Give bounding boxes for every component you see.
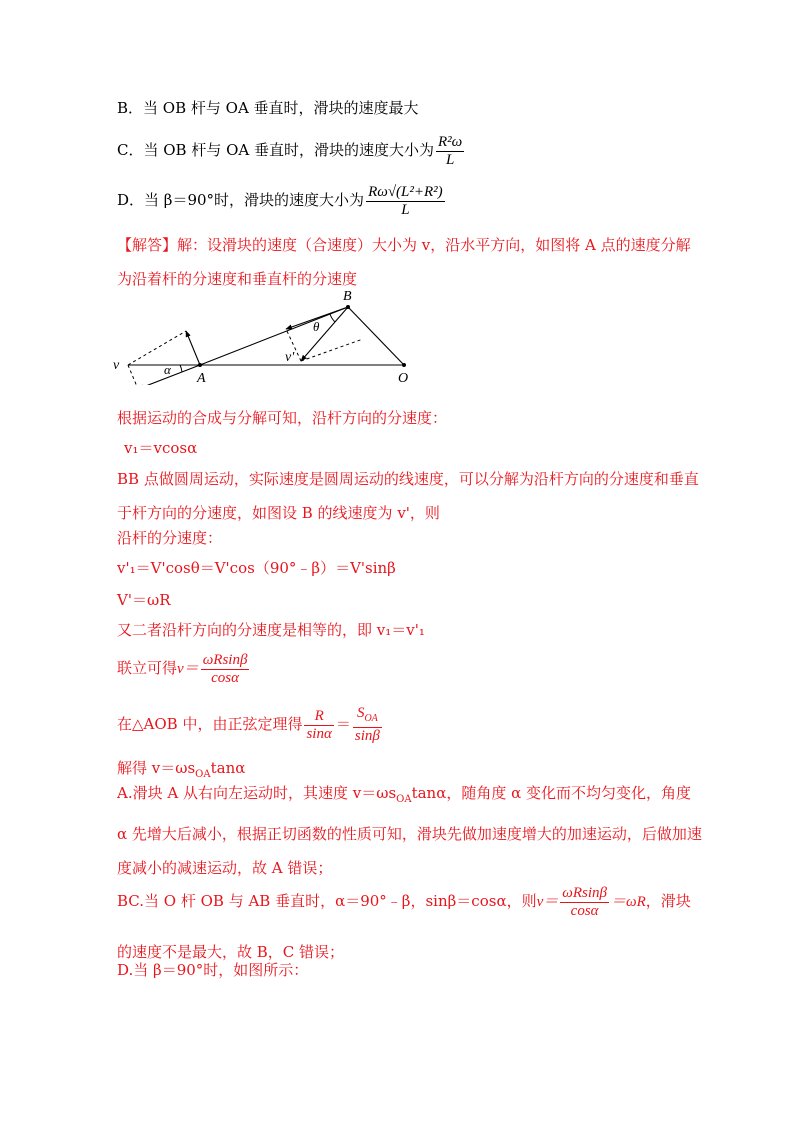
label-o: O: [398, 371, 409, 385]
label-v: v: [113, 358, 120, 373]
option-d: [117, 178, 447, 222]
p10: 解得 $v=\omega s_{OA}\tan\alpha$: [117, 759, 246, 780]
p6: V'＝ωR: [117, 591, 171, 609]
option-c-fraction: [436, 134, 464, 169]
option-c: [117, 128, 466, 172]
p8-prefix: 联立可得: [117, 659, 178, 677]
option-c-text: C．当 OB 杆与 OA 垂直时，滑块的速度大小为: [117, 141, 435, 159]
point-o: [402, 363, 406, 367]
p1: 根据运动的合成与分解可知，沿杆方向的分速度：: [117, 409, 448, 427]
pbc-numerator: ωRsinβ: [562, 884, 607, 901]
p7: 又二者沿杆方向的分速度是相等的，即 v₁＝v'₁: [117, 621, 425, 639]
option-d-numerator: Rω√(L²+R²): [368, 183, 443, 200]
option-c-denominator: L: [445, 151, 455, 168]
p8-numerator: ωRsinβ: [202, 651, 248, 668]
option-c-numerator: R²ω: [438, 133, 463, 150]
answer-tag: 【解答】: [117, 236, 178, 254]
p8-fraction: [201, 652, 250, 687]
arrow-perp-a: [186, 331, 200, 365]
p8-lhs: v＝: [177, 661, 199, 677]
pbc-fraction: [560, 885, 609, 920]
pbc-denominator: cosα: [570, 902, 599, 919]
p9-num1: R: [304, 708, 333, 726]
p8-denominator: cosα: [211, 669, 239, 686]
p9-num2: $S_{OA}$: [353, 705, 382, 728]
p9-equals: ＝: [335, 715, 351, 733]
rod-ab: [200, 307, 348, 365]
pbc-text-1: BC.当 O 杆 OB 与 AB 垂直时，α＝90°﹣β，sinβ＝cosα，则: [117, 892, 537, 910]
p9: [117, 704, 384, 744]
label-alpha: α: [164, 362, 171, 377]
pbc-rhs: ＝ωR: [610, 894, 646, 910]
angle-alpha-arc: [180, 365, 182, 372]
option-d-denominator: L: [401, 201, 410, 218]
p9-den2: sinβ: [354, 728, 380, 744]
pa: A.滑块 A 从右向左运动时，其速度 $v=\omega s_{OA}\tan\alpha$，随角度 α 变化而不均匀变化，角度 α 先增大后减小，根据正切函数的性质可知，滑块先做加速度增大的加速运动，后做加速度减小的减速运动，故 A 错误；: [117, 784, 702, 877]
pd: D.当 β＝90°时，如图所示：: [117, 961, 309, 979]
option-d-fraction: [366, 184, 445, 219]
option-b: B．当 OB 杆与 OA 垂直时，滑块的速度最大: [117, 99, 419, 117]
point-a: [198, 363, 202, 367]
p3: BB 点做圆周运动，实际速度是圆周运动的线速度，可以分解为沿杆方向的分速度和垂直于杆方向的分速度，如图设 B 的线速度为 v'，则: [117, 470, 699, 522]
option-d-text: D．当 β＝90°时，滑块的速度大小为: [117, 191, 365, 209]
p9-den1: sinα: [306, 725, 332, 742]
p9-fraction-2: [353, 705, 382, 745]
velocity-decomposition-figure: [108, 285, 418, 385]
p9-prefix: 在△AOB 中，由正弦定理得: [117, 715, 303, 733]
p2: v₁＝vcosα: [124, 439, 198, 457]
p9-fraction-1: [304, 708, 333, 743]
label-b: B: [343, 289, 352, 304]
label-theta: θ: [313, 319, 320, 334]
pbc-lhs: v＝: [536, 894, 559, 910]
answer-intro-text: 解：设滑块的速度（合速度）大小为 v，沿水平方向，如图将 A 点的速度分解为沿着杆的分速度和垂直杆的分速度: [117, 236, 691, 288]
pbc-text-2: ，滑块的速度不是最大，故 B，C 错误；: [117, 892, 691, 961]
p5: v'₁＝V'cosθ＝V'cos（90°﹣β）＝V'sinβ: [117, 559, 396, 577]
angle-theta-arc: [330, 314, 335, 322]
rod-bo: [348, 307, 404, 365]
label-v-prime: v': [285, 350, 295, 365]
p4: 沿杆的分速度：: [117, 529, 223, 547]
point-b: [346, 305, 350, 309]
label-a: A: [197, 371, 206, 385]
p8: [117, 648, 251, 688]
